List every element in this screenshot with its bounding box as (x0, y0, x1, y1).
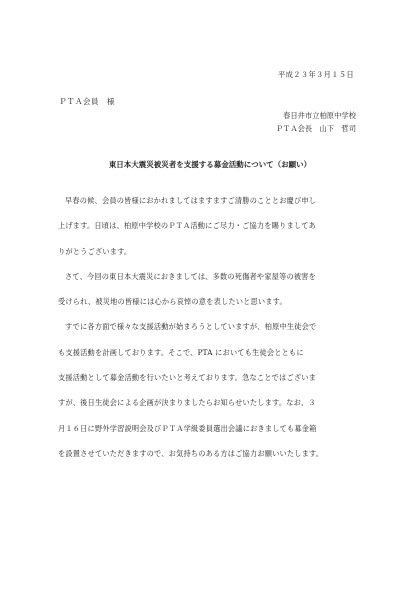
body-line: すが、後日生徒会による企画が決まりましたらお知らせいたします。なお、３ (58, 398, 316, 408)
sender-school: 春日井市立柏原中学校 (283, 111, 356, 120)
body-line: さて、今回の東日本大震災におきましては、多数の死傷者や家屋等の被害を (65, 271, 317, 281)
body-line: 早春の候、会員の皆様におかれましてはますますご清勝のこととお慶び申し (65, 196, 317, 205)
letter-title: 東日本大震災被災者を支援する募金活動について（お願い） (108, 160, 312, 169)
letter-recipient: ＰＴＡ会員 様 (59, 97, 115, 106)
letter-sender (276, 109, 356, 135)
body-line: 受けられ、被災地の皆様には心から哀悼の意を表したいと思います。 (58, 297, 287, 307)
body-line: りがとうございます。 (58, 246, 132, 256)
body-line: 支援活動として募金活動を行いたいと考えております。急なことではございま (58, 373, 316, 383)
body-line: も支援活動を計画しております。そこで、PTA においても生徒会とともに (58, 347, 304, 357)
body-line: 月１６日に野外学習説明会及びＰＴＡ学級委員選出会議におきましても募金箱 (58, 423, 317, 433)
body-line: すでに各方面で様々な支援活動が始まろうとしていますが、柏原中生徒会で (65, 322, 317, 332)
body-line: 上げます。日頃は、柏原中学校のＰＴＡ活動にご尽力・ご協力を賜りましてあ (58, 221, 316, 231)
sender-name: ＰＴＡ会長 山下 哲司 (275, 124, 356, 133)
body-line: を設置させていただきますので、お気持ちのある方はご協力お願いいたします。 (58, 448, 324, 458)
letter-body (58, 189, 362, 467)
letter-date: 平成２３年３月１５日 (278, 70, 354, 79)
